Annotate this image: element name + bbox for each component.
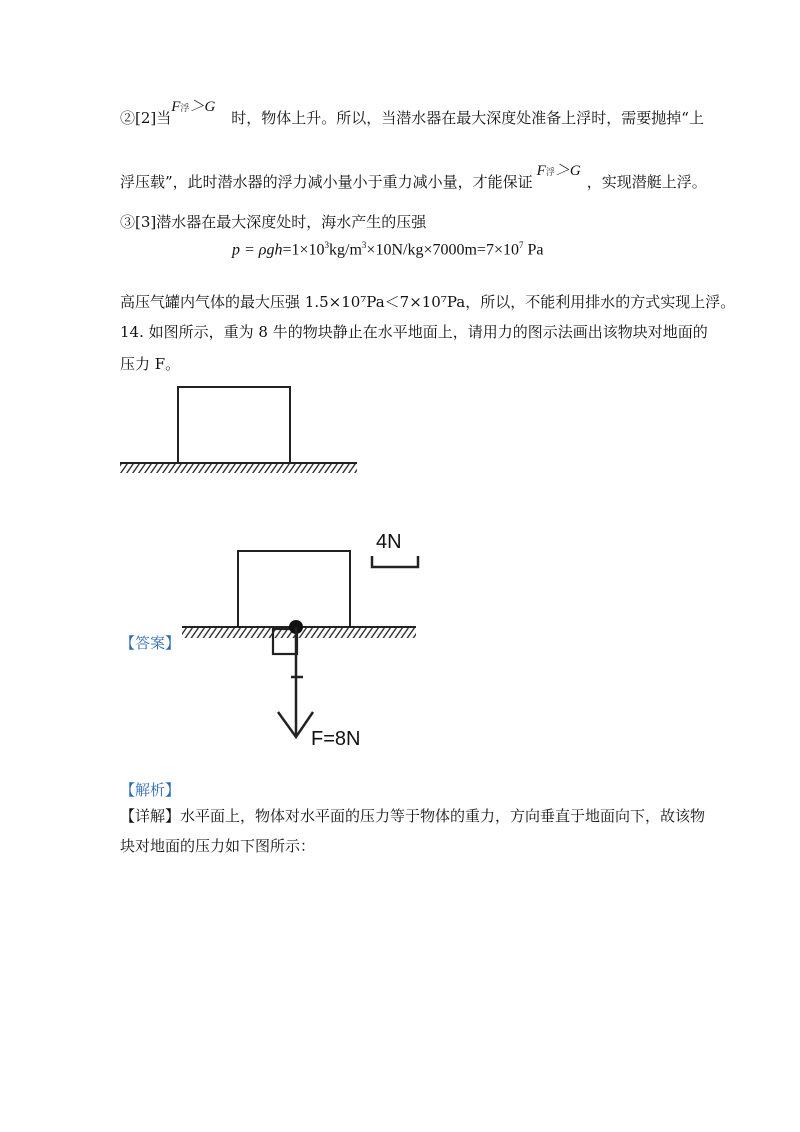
scale-label: 4N bbox=[376, 531, 402, 553]
block bbox=[178, 387, 290, 463]
scale-bar bbox=[372, 556, 418, 567]
answer-tag: 【答案】 bbox=[120, 634, 181, 652]
ground-hatch bbox=[120, 463, 357, 473]
buoyancy-symbol: F浮＞G bbox=[171, 99, 216, 115]
analysis-line-1: 【详解】水平面上，物体对水平面的压力等于物体的重力，方向垂直于地面向下，故该物 bbox=[120, 807, 706, 825]
analysis-tag: 【解析】 bbox=[120, 781, 181, 799]
question-14-line-2: 压力 F。 bbox=[120, 355, 181, 373]
pressure-formula: $p = \rho gh=1\times 10^3kg/m^3\times 10N/kg\times 7000m=7\times 10^7$ Pa bbox=[232, 240, 544, 259]
p1-rest: 时，物体上升。所以，当潜水器在最大深度处准备上浮时，需要抛掉“上 bbox=[231, 109, 704, 127]
answer-block bbox=[238, 551, 350, 627]
answer-figure bbox=[182, 551, 418, 737]
question-14-line-1: 14. 如图所示，重为 8 牛的物块静止在水平地面上，请用力的图示法画出该物块对地面的 bbox=[120, 323, 708, 341]
p2-tail: ，实现潜艇上浮。 bbox=[586, 173, 707, 191]
question-figure bbox=[120, 387, 357, 473]
paragraph-4: 高压气罐内气体的最大压强 1.5×10⁷Pa＜7×10⁷Pa，所以，不能利用排水的方式实现上浮。 bbox=[120, 293, 736, 311]
analysis-line-2: 块对地面的压力如下图所示： bbox=[120, 837, 316, 855]
force-label: F=8N bbox=[311, 728, 361, 750]
paragraph-3: ③[3]潜水器在最大深度处时，海水产生的压强 bbox=[120, 213, 427, 231]
p2-text: 浮压载”，此时潜水器的浮力减小量小于重力减小量，才能保证 bbox=[120, 173, 533, 191]
p1-prefix: ②[2]当 bbox=[120, 109, 172, 127]
buoyancy-symbol-2: F浮＞G bbox=[536, 163, 581, 179]
